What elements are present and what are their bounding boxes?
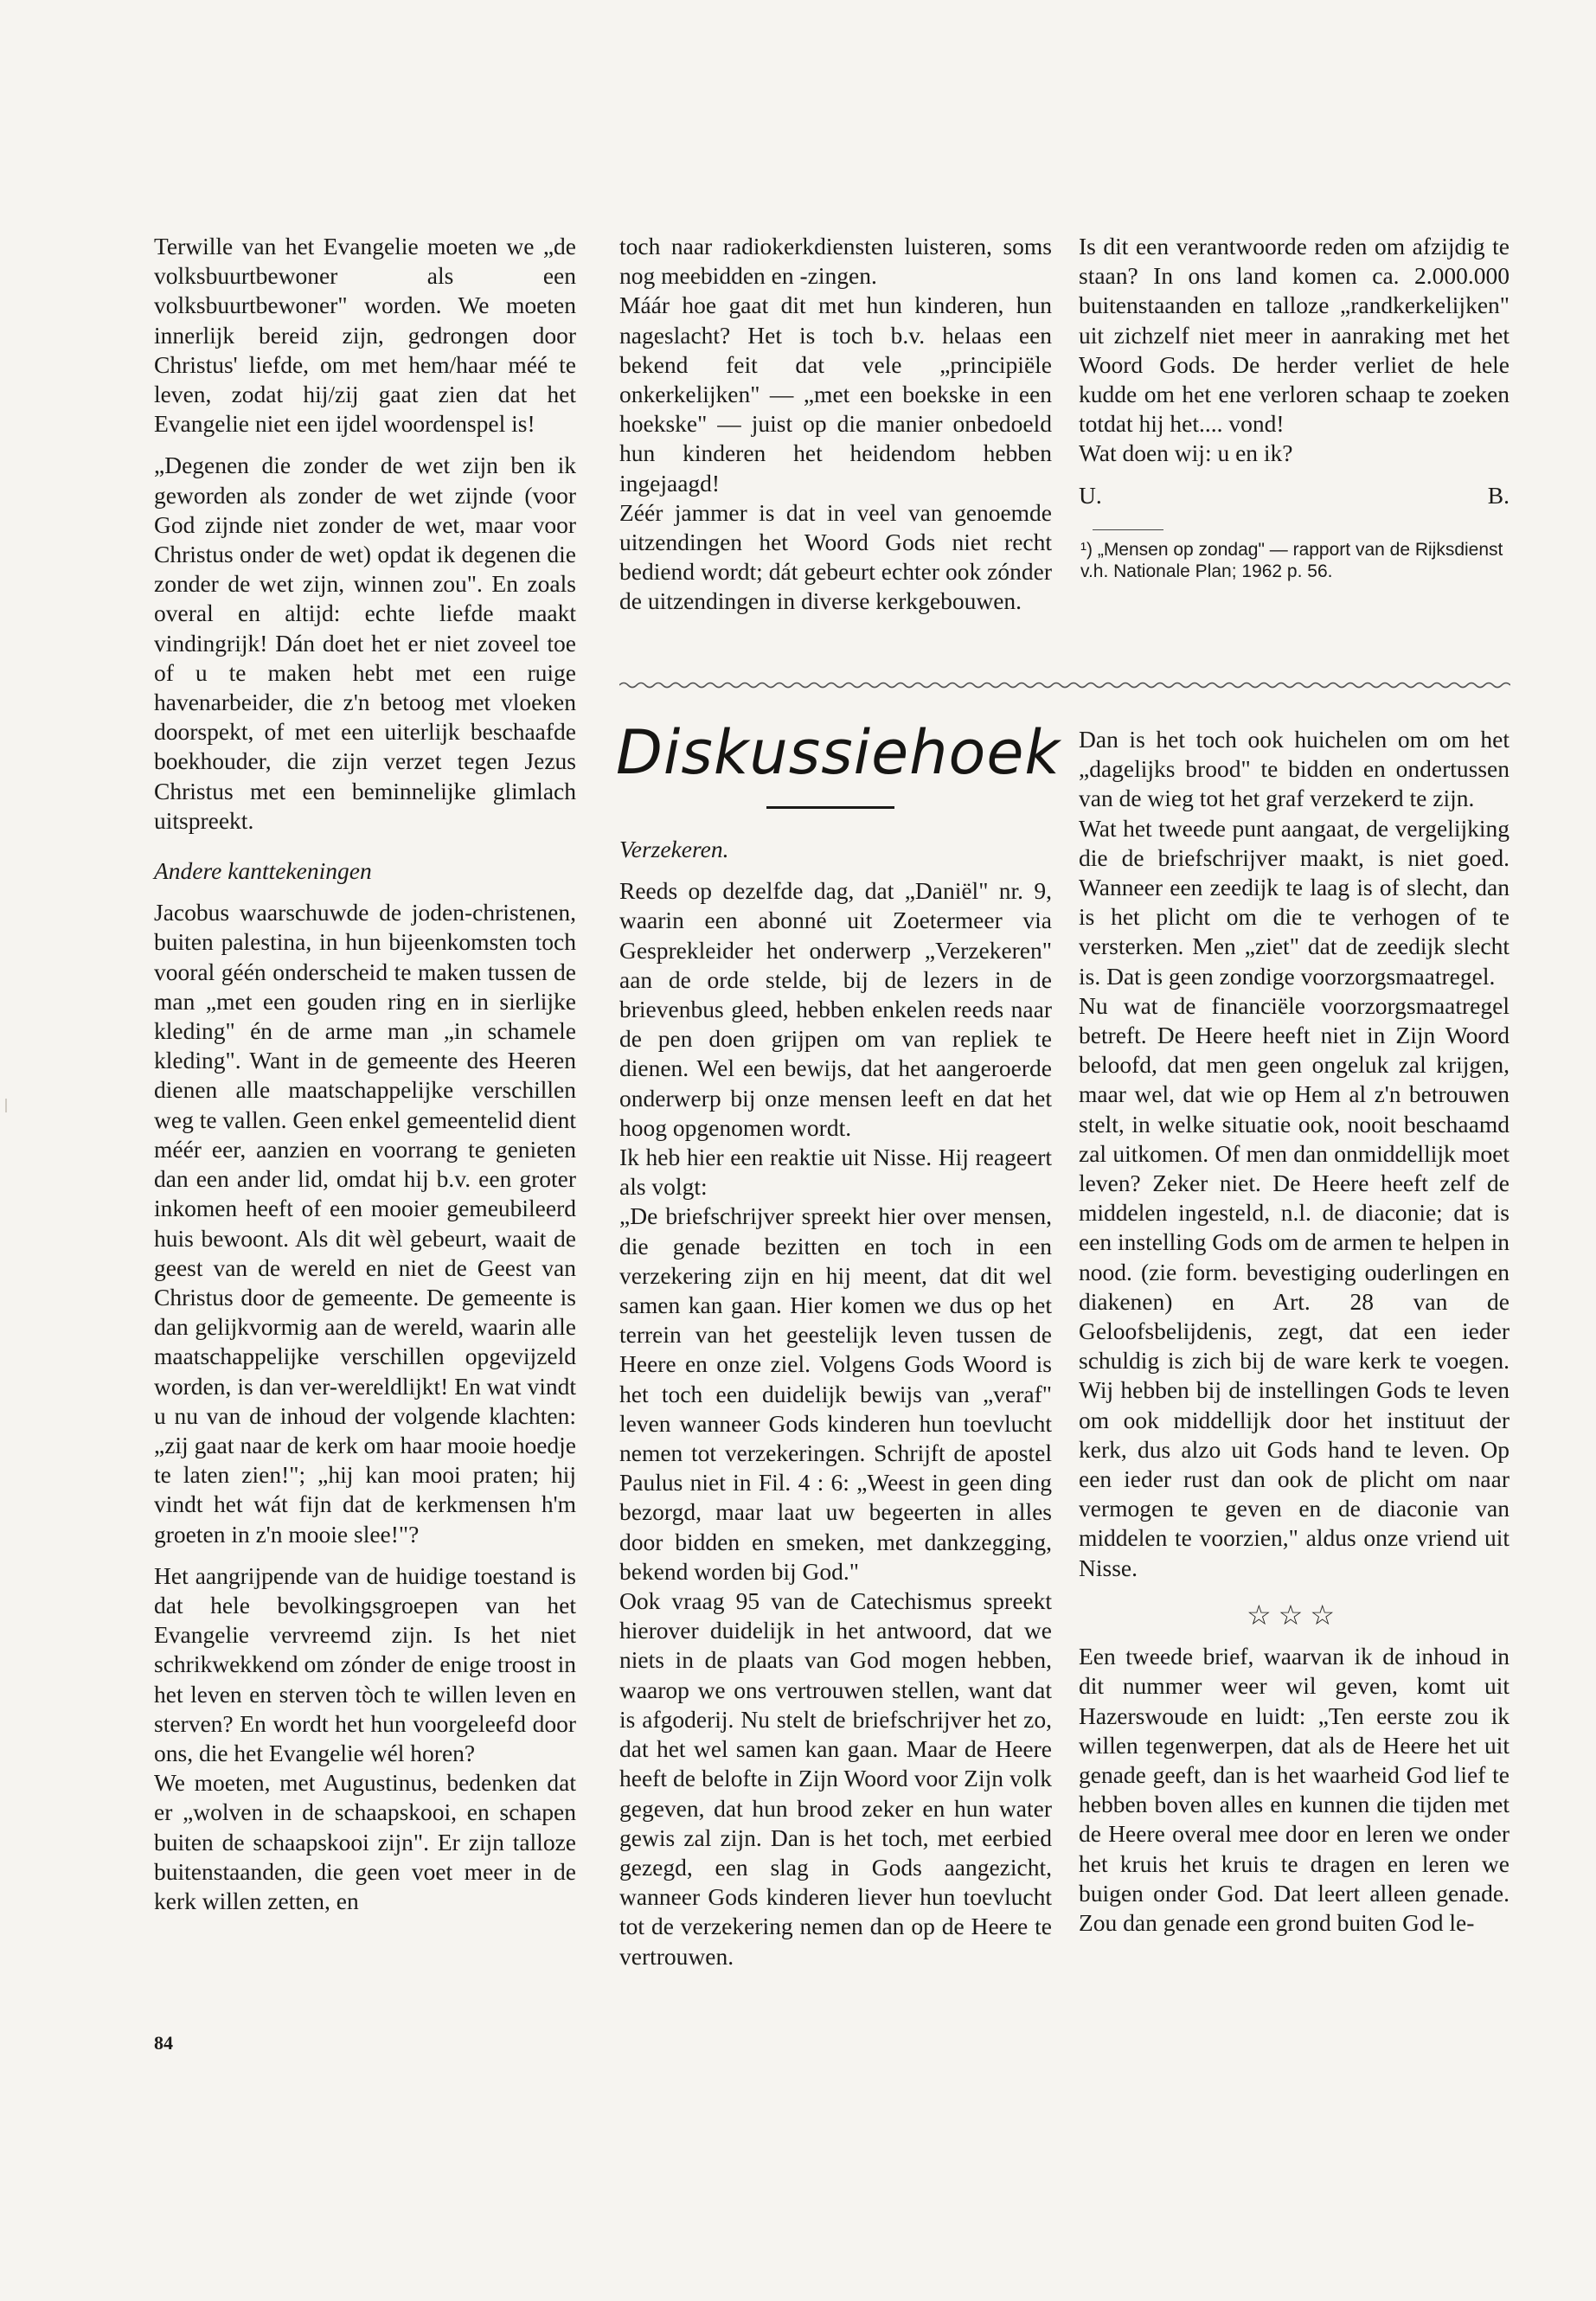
- paragraph: Zéér jammer is dat in veel van genoemde uitzendingen het Woord Gods niet recht bediend wordt; dát gebeurt echter ook zónder de uitzendingen in diverse kerkgebouwen.: [619, 498, 1052, 615]
- signature-initial-right: B.: [1487, 481, 1509, 509]
- footnote-rule: [1093, 529, 1163, 530]
- paragraph: Wat het tweede punt aangaat, de vergelijking die de briefschrijver maakt, is niet goed. Wanneer een zeedijk te laag is of slecht, dan is het plicht om die te verhogen of te versterken. Men „ziet" dat de zeedijk slecht is. Dat is geen zondige voorzorgsmaatregel.: [1079, 814, 1509, 990]
- paragraph: Is dit een verantwoorde reden om afzijdig te staan? In ons land komen ca. 2.000.000 buitenstaanden en talloze „randkerkelijken" uit zichzelf niet meer in aanraking met het Woord Gods. De herder verliet de hele kudde om het ene verloren schaap te zoeken totdat hij het.... vond!: [1079, 233, 1509, 438]
- signature: [1079, 481, 1509, 510]
- paragraph: Ook vraag 95 van de Catechismus spreekt hierover duidelijk in het antwoord, dat we niets in de plaats van God mogen hebben, waarop we ons vertrouwen stellen, want dat is afgoderij. Nu stelt de briefschrijver het zo, dat het wel samen kan gaan. Maar de Heere heeft de belofte in Zijn Woord voor Zijn volk gegeven, dat hun brood zeker en hun water gewis zal zijn. Dan is het toch, met eerbied gezegd, een slag in Gods aangezicht, wanneer Gods kinderen liever hun toevlucht tot de verzekering nemen dan op de Heere te vertrouwen.: [619, 1587, 1052, 1970]
- paragraph: „Degenen die zonder de wet zijn ben ik geworden als zonder de wet zijnde (voor God zijnde niet zonder de wet, maar voor Christus onder de wet) opdat ik degenen die zonder de wet zijn, winnen zou". En zoals overal en altijd: echte liefde maakt vindingrijk! Dán doet het er niet zoveel toe of u te maken hebt met een ruige havenarbeider, die z'n betoog met vloeken doorspekt, of met een uiterlijk beschaafde boekhouder, die zijn verzet tegen Jezus Christus met een beminnelijke glimlach uitspreekt.: [154, 452, 576, 834]
- paragraph: toch naar radiokerkdiensten luisteren, soms nog meebidden en -zingen.: [619, 233, 1052, 290]
- paragraph: Jacobus waarschuwde de joden-christenen, buiten palestina, in hun bijeenkomsten toch vooral géén onderscheid te maken tussen de man „met een gouden ring en in sierlijke kleding" én de arme man „in schamele kleding". Want in de gemeente des Heeren dienen alle maatschappelijke verschillen weg te vallen. Geen enkel gemeentelid dient méér eer, aanzien en voorrang te genieten dan een ander lid, omdat hij b.v. een groter inkomen heeft of een mooier gemeubileerd huis bewoont. Als dit wèl gebeurt, waait de geest van de wereld en niet de Geest van Christus door de gemeente. De gemeente is dan gelijkvormig aan de wereld, waarin alle maatschappelijke verschillen opgevijzeld worden, is dan ver-wereldlijkt! En wat vindt u nu van de inhoud der volgende klachten: „zij gaat naar de kerk om haar mooie hoedje te laten zien!"; „hij kan mooi praten; hij vindt het wát fijn dat de kerkmensen h'm groeten in z'n mooie slee!"?: [154, 899, 576, 1548]
- paragraph: We moeten, met Augustinus, bedenken dat er „wolven in de schaapskooi, en schapen buiten de schaapskooi zijn". Er zijn talloze buitenstaanden, die geen voet meer in de kerk willen zetten, en: [154, 1769, 576, 1914]
- page-edge-mark: [5, 1099, 7, 1112]
- paragraph: Máár hoe gaat dit met hun kinderen, hun nageslacht? Het is toch b.v. helaas een bekend feit dat vele „principiële onkerkelijken" — „met een boekske in een hoekske" — juist op die manier onbedoeld hun kinderen het heidendom hebben ingejaagd!: [619, 292, 1052, 497]
- paragraph: Nu wat de financiële voorzorgsmaatregel betreft. De Heere heeft niet in Zijn Woord beloofd, dat men geen ongeluk zal krijgen, maar wel, dat wie op Hem al z'n betrouwen stelt, in welke situatie ook, nooit beschaamd zal uitkomen. Of men dan onmiddellijk moet leven? Zeker niet. De Heere heeft zelf de middelen ingesteld, n.l. de diaconie; dat is een instelling Gods om de armen te helpen in nood. (zie form. bevestiging ouderlingen en diakenen) en Art. 28 van de Geloofsbelijdenis, zegt, dat een ieder schuldig is zich bij de ware kerk te voegen. Wij hebben bij de instellingen Gods te leven om ook middellijk door het instituut der kerk, dus alzo uit Gods hand te leven. Op een ieder rust dan ook de plicht om naar vermogen te geven en de diaconie van middelen te voorzien," aldus onze vriend uit Nisse.: [1079, 991, 1509, 1581]
- page-number: 84: [154, 2032, 173, 2054]
- signature-initial-left: U.: [1079, 481, 1102, 509]
- article-subheading: Verzekeren.: [619, 836, 729, 862]
- column-3-top: [1079, 232, 1509, 582]
- paragraph: Dan is het toch ook huichelen om om het „dagelijks brood" te bidden en ondertussen van de wieg tot het graf verzekerd te zijn.: [1079, 726, 1509, 812]
- column-2-bottom: [619, 835, 1052, 1971]
- section-headline: Diskussiehoek: [616, 717, 1061, 788]
- paragraph: Een tweede brief, waarvan ik de inhoud in dit nummer weer wil geven, komt uit Hazerswoude en luidt: „Ten eerste zou ik willen tegenwerpen, dat als de Heere het uit genade geeft, dan is het waarheid God lief te hebben boven alles en kunnen die tijden met de Heere overal mee door en leren we onder het kruis het kruis te dragen en leren we buigen onder God. Dat leert alleen genade. Zou dan genade een grond buiten God le-: [1079, 1643, 1509, 1936]
- paragraph: Wat doen wij: u en ik?: [1079, 439, 1293, 467]
- column-3-bottom: [1079, 725, 1509, 1938]
- paragraph: „De briefschrijver spreekt hier over mensen, die genade bezitten en toch in een verzekering zijn en hij meent, dat dit wel samen kan gaan. Hier komen we dus op het terrein van het geestelijk leven tussen de Heere en onze ziel. Volgens Gods Woord is het toch een duidelijk bewijs van „veraf" leven wanneer Gods kinderen hun toevlucht nemen tot verzekeringen. Schrijft de apostel Paulus niet in Fil. 4 : 6: „Weest in geen ding bezorgd, maar laat uw begeerten in alles door bidden en smeken, met dankzegging, bekend worden bij God.": [619, 1202, 1052, 1585]
- column-1: [154, 232, 576, 1916]
- wavy-divider: [619, 680, 1510, 690]
- paragraph: Terwille van het Evangelie moeten we „de volksbuurtbewoner als een volksbuurtbewoner" worden. We moeten innerlijk bereid zijn, gedrongen door Christus' liefde, om met hem/haar méé te leven, zodat hij/zij gaat zien dat het Evangelie niet een ijdel woordenspel is!: [154, 233, 576, 438]
- column-2-top: [619, 232, 1052, 617]
- headline-underline: [766, 806, 894, 809]
- paragraph: Ik heb hier een reaktie uit Nisse. Hij reageert als volgt:: [619, 1144, 1052, 1201]
- paragraph: Het aangrijpende van de huidige toestand is dat hele bevolkingsgroepen van het Evangelie vervreemd zijn. Is het niet schrikwekkend om zónder de enige troost in het leven en sterven tòch te willen leven en sterven? En wordt het hun voorgeleefd door ons, die het Evangelie wél horen?: [154, 1561, 576, 1766]
- star-separator-icon: ☆☆☆: [1246, 1599, 1343, 1631]
- footnote: ¹) „Mensen op zondag" — rapport van de Rijksdienst v.h. Nationale Plan; 1962 p. 56.: [1080, 539, 1503, 581]
- section-subheading: Andere kanttekeningen: [154, 857, 372, 885]
- paragraph: Reeds op dezelfde dag, dat „Daniël" nr. 9, waarin een abonné uit Zoetermeer via Gesprekleider het onderwerp „Verzekeren" aan de orde stelde, bij de lezers in de brievenbus gleed, hebben enkelen reeds naar de pen doen grijpen om van repliek te dienen. Wel een bewijs, dat het aangeroerde onderwerp bij onze mensen leeft en dat het hoog opgenomen wordt.: [619, 877, 1052, 1141]
